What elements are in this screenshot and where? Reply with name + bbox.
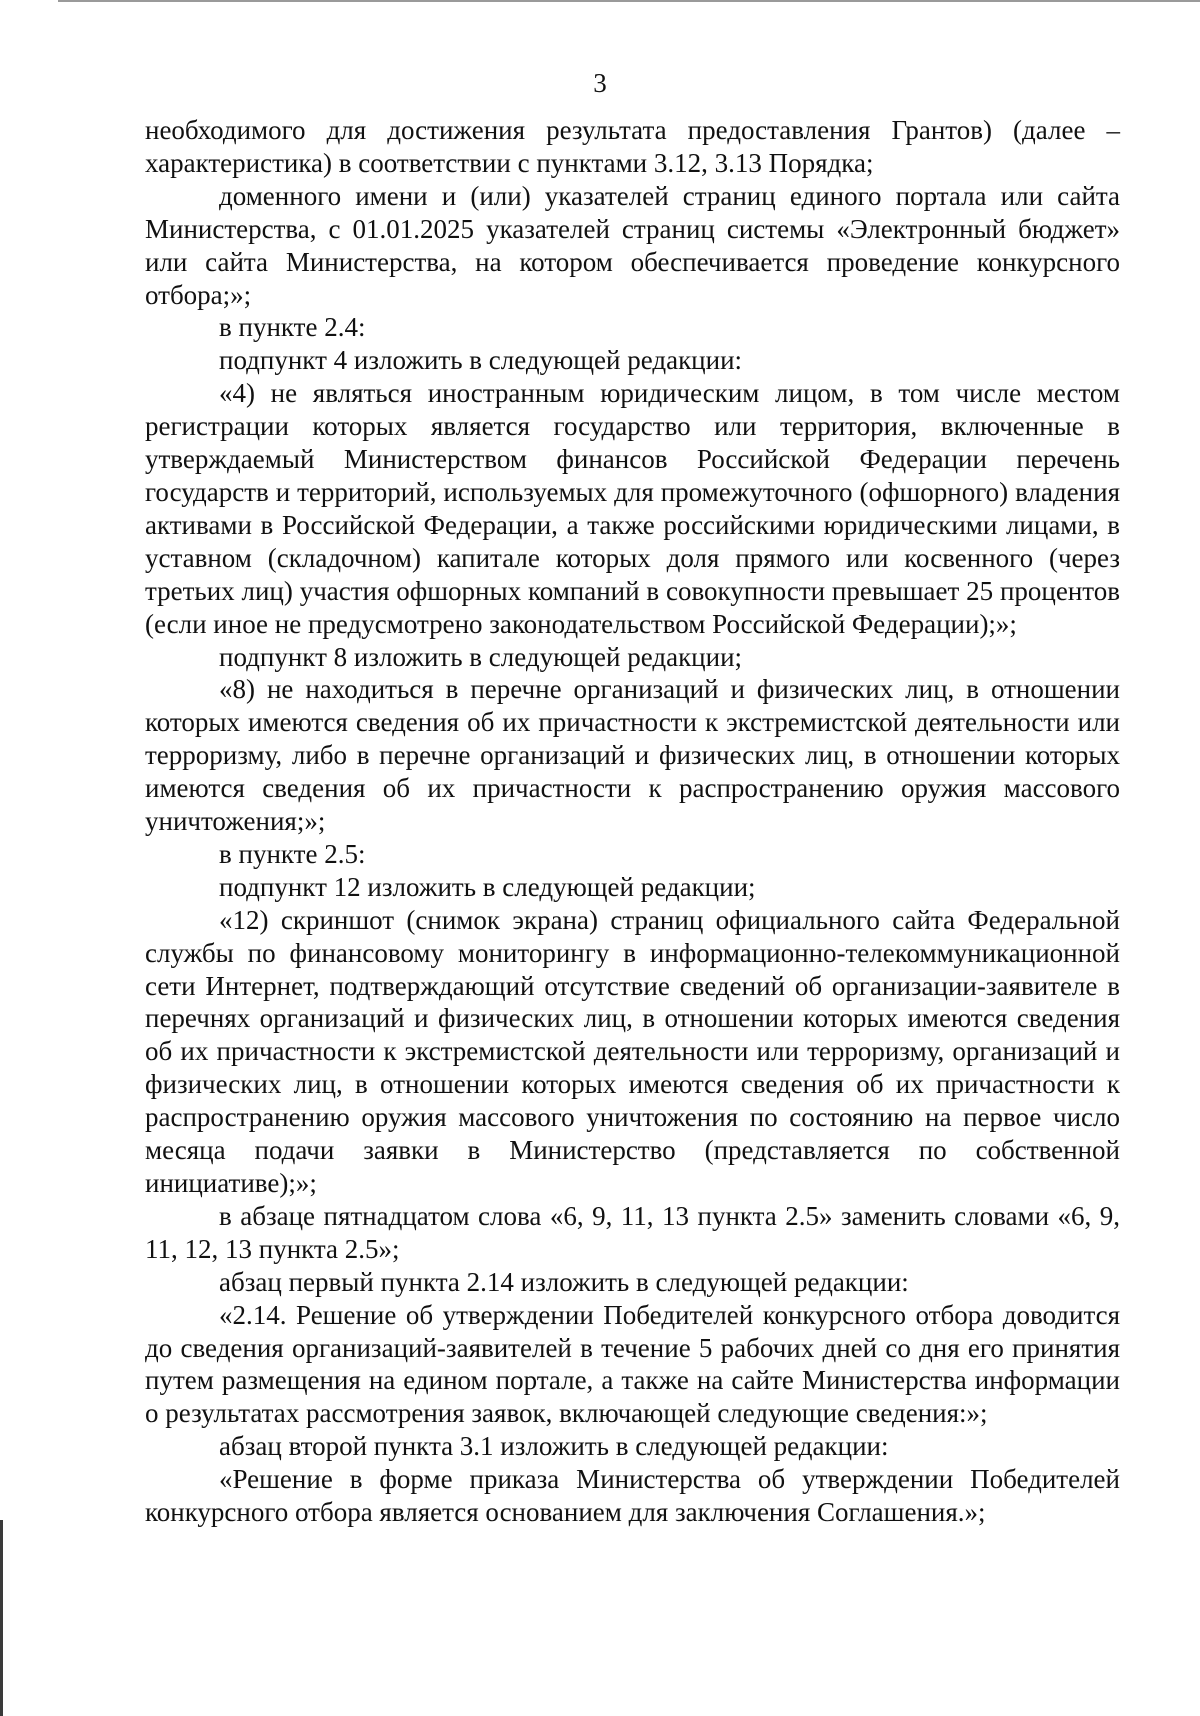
scan-edge-top	[58, 0, 1200, 2]
paragraph-clause-3-1-text: «Решение в форме приказа Министерства об утверждении Победителей конкурсного отбора является основанием для заключения Соглашения.»;	[145, 1464, 1120, 1528]
paragraph-clause-3-1-intro: абзац второй пункта 3.1 изложить в следующей редакции:	[219, 1431, 889, 1462]
paragraph-fifteenth-replacement: в абзаце пятнадцатом слова «6, 9, 11, 13 пункта 2.5» заменить словами «6, 9, 11, 12, 13 пункта 2.5»;	[145, 1200, 1120, 1264]
scan-edge-left	[0, 1520, 3, 1716]
paragraph-subclause-8-text: «8) не находиться в перечне организаций и физических лиц, в отношении которых имеются сведения об их причастности к экстремистской деятельности или терроризму, либо в перечне организаций и физических лиц, в отношении которых имеются сведения об их причастности к распространению оружия массового уничтожения;»;	[145, 674, 1120, 837]
paragraph-subclause-8-intro: подпункт 8 изложить в следующей редакции;	[219, 641, 743, 672]
paragraph-continuation: необходимого для достижения результата предоставления Грантов) (далее – характеристика) в соответствии с пунктами 3.12, 3.13 Порядка;	[145, 115, 1120, 178]
paragraph-clause-2-14-intro: абзац первый пункта 2.14 изложить в следующей редакции:	[219, 1266, 909, 1297]
paragraph-domain-name: доменного имени и (или) указателей страниц единого портала или сайта Министерства, с 01.01.2025 указателей страниц системы «Электронный бюджет» или сайта Министерства, на котором обеспечивается проведение конкурсного отбора;»;	[145, 180, 1120, 310]
paragraph-clause-2-5: в пункте 2.5:	[219, 838, 366, 869]
paragraph-subclause-12-intro: подпункт 12 изложить в следующей редакции;	[219, 871, 756, 902]
paragraph-subclause-4-text: «4) не являться иностранным юридическим лицом, в том числе местом регистрации которых является государство или территория, включенные в утверждаемый Министерством финансов Российской Федерации перечень государств и территорий, используемых для промежуточного (офшорного) владения активами в Российской Федерации, а также российскими юридическими лицами, в уставном (складочном) капитале которых доля прямого или косвенного (через третьих лиц) участия офшорных компаний в совокупности превышает 25 процентов (если иное не предусмотрено законодательством Российской Федерации);»;	[145, 378, 1120, 639]
paragraph-subclause-12-text: «12) скриншот (снимок экрана) страниц официального сайта Федеральной службы по финансовому мониторингу в информационно-телекоммуникационной сети Интернет, подтверждающий отсутствие сведений об организации-заявителе в перечнях организаций и физических лиц, в отношении которых имеются сведения об их причастности к экстремистской деятельности или терроризму, организаций и физических лиц, в отношении которых имеются сведения об их причастности к распространению оружия массового уничтожения по состоянию на первое число месяца подачи заявки в Министерство (представляется по собственной инициативе);»;	[145, 904, 1120, 1198]
paragraph-subclause-4-intro: подпункт 4 изложить в следующей редакции:	[219, 345, 743, 376]
paragraph-clause-2-14-text: «2.14. Решение об утверждении Победителей конкурсного отбора доводится до сведения организаций-заявителей в течение 5 рабочих дней со дня его принятия путем размещения на едином портале, а также на сайте Министерства информации о результатах рассмотрения заявок, включающей следующие сведения:»;	[145, 1299, 1120, 1429]
document-body	[145, 114, 1120, 1529]
paragraph-clause-2-4: в пункте 2.4:	[219, 312, 366, 343]
page-number: 3	[593, 68, 607, 98]
